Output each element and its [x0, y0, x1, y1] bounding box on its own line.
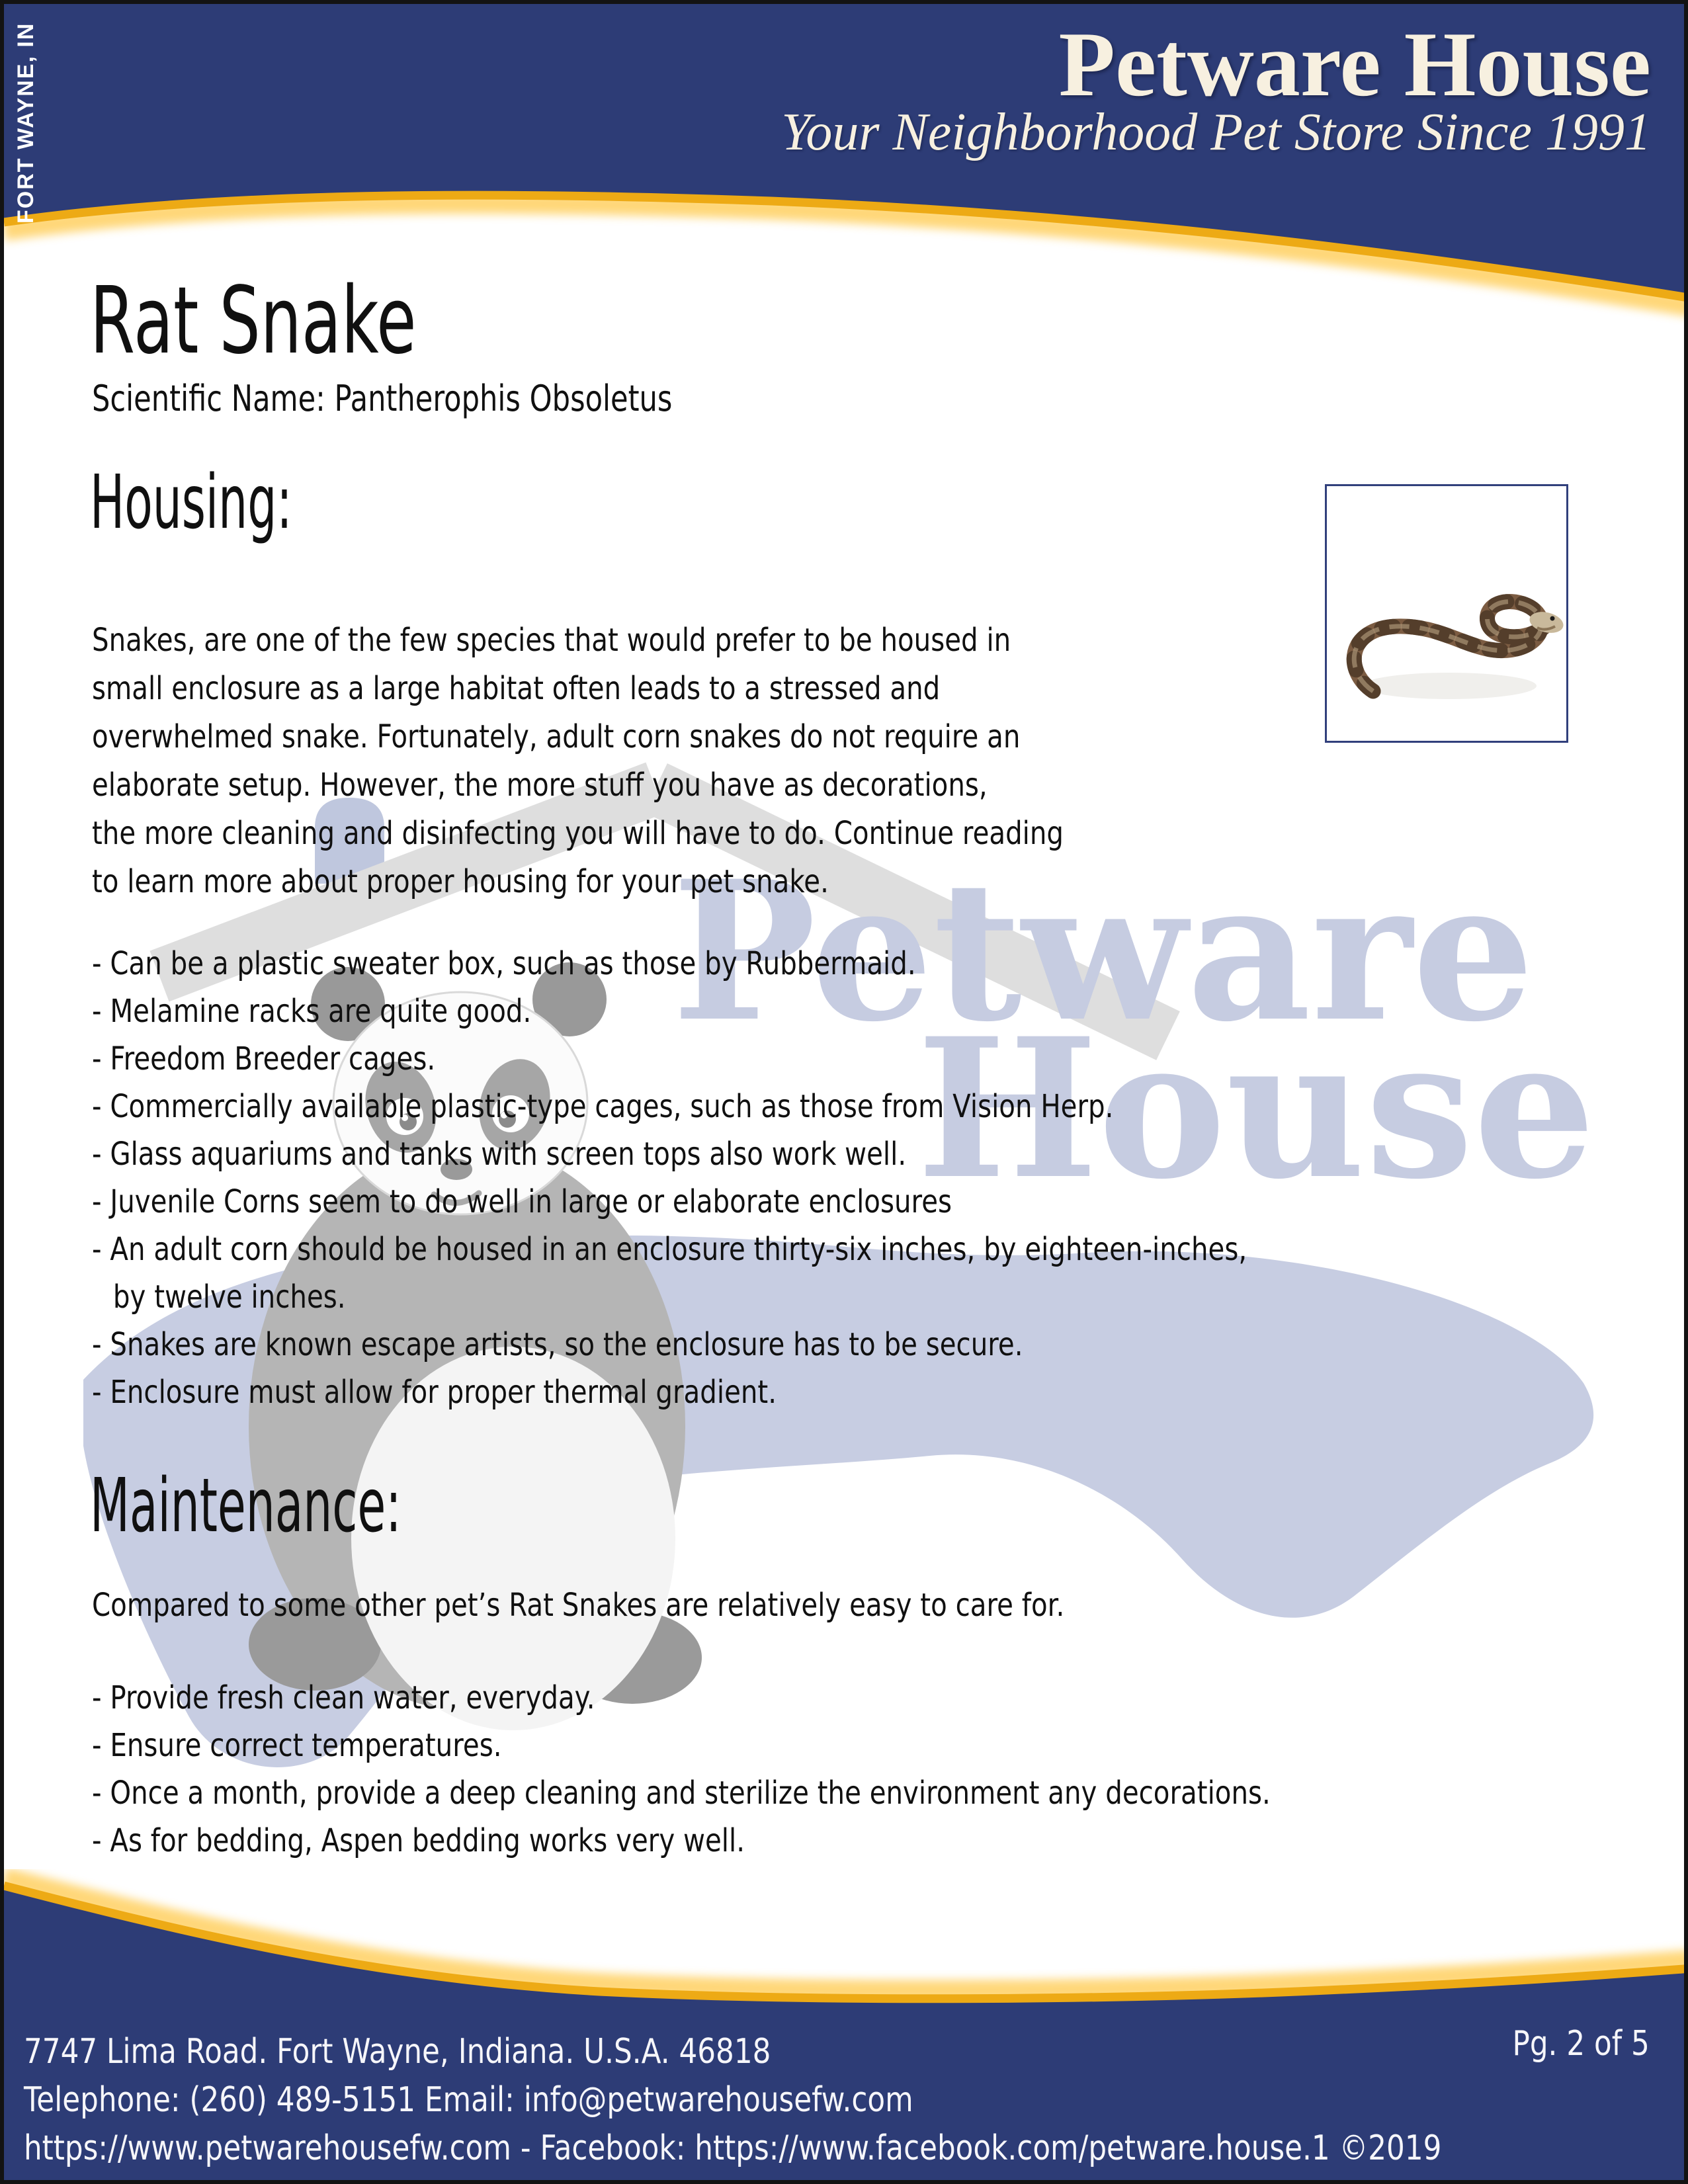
list-line: - Can be a plastic sweater box, such as those by Rubbermaid.	[92, 945, 916, 982]
list-line: - Melamine racks are quite good.	[92, 993, 532, 1030]
list-line: - An adult corn should be housed in an enclosure thirty-six inches, by eighteen-inches,	[92, 1231, 1247, 1268]
list-line: - Provide fresh clean water, everyday.	[92, 1679, 595, 1716]
maintenance-intro	[92, 1581, 1249, 1630]
housing-heading: Housing:	[90, 460, 292, 546]
tagline: Your Neighborhood Pet Store Since 1991	[781, 103, 1651, 161]
brand: Petware House	[1058, 13, 1651, 116]
snake-photo	[1325, 484, 1568, 743]
scientific-name: Scientific Name: Pantherophis Obsoletus	[92, 378, 673, 419]
paragraph-line: elaborate setup. However, the more stuff you have as decorations,	[92, 767, 988, 804]
watermark-text-2: House	[917, 997, 1596, 1222]
paragraph-line: the more cleaning and disinfecting you will have to do. Continue reading	[92, 815, 1064, 852]
list-line: - Juvenile Corns seem to do well in large or elaborate enclosures	[92, 1183, 952, 1220]
list-line: - Ensure correct temperatures.	[92, 1727, 502, 1764]
list-line: - Once a month, provide a deep cleaning and sterilize the environment any decorations.	[92, 1775, 1271, 1812]
list-line: by twelve inches.	[112, 1279, 346, 1316]
page-number: Pg. 2 of 5	[1512, 2024, 1650, 2064]
footer-text	[24, 2024, 1688, 2173]
list-line: - Commercially available plastic-type cages, such as those from Vision Herp.	[92, 1088, 1114, 1125]
housing-paragraph	[92, 616, 1249, 906]
list-line: - Freedom Breeder cages.	[92, 1040, 436, 1077]
maintenance-heading: Maintenance:	[90, 1463, 401, 1549]
list-line: - As for bedding, Aspen bedding works very well.	[92, 1822, 745, 1859]
paragraph-line: small enclosure as a large habitat often leads to a stressed and	[92, 670, 941, 707]
snake-illustration	[1327, 486, 1566, 741]
footer-web: https://www.petwarehousefw.com - Facebook: https://www.facebook.com/petware.house.1 ©2019	[24, 2128, 1442, 2168]
list-line: - Enclosure must allow for proper thermal gradient.	[92, 1374, 777, 1411]
footer-address: 7747 Lima Road. Fort Wayne, Indiana. U.S.A. 46818	[24, 2032, 771, 2072]
paragraph-line: Compared to some other pet’s Rat Snakes are relatively easy to care for.	[92, 1587, 1065, 1624]
location-tag: FORT WAYNE, IN	[13, 22, 38, 224]
footer-contact: Telephone: (260) 489-5151 Email: info@petwarehousefw.com	[24, 2080, 913, 2120]
paragraph-line: overwhelmed snake. Fortunately, adult corn snakes do not require an	[92, 718, 1021, 755]
paragraph-line: Snakes, are one of the few species that would prefer to be housed in	[92, 622, 1011, 659]
page-title: Rat Snake	[90, 267, 417, 375]
list-line: - Snakes are known escape artists, so the enclosure has to be secure.	[92, 1326, 1023, 1363]
watermark-text-1: Petware	[672, 839, 1535, 1064]
list-line: - Glass aquariums and tanks with screen tops also work well.	[92, 1136, 907, 1173]
paragraph-line: to learn more about proper housing for your pet snake.	[92, 863, 829, 900]
housing-list	[92, 940, 1467, 1416]
maintenance-list	[92, 1674, 1495, 1865]
